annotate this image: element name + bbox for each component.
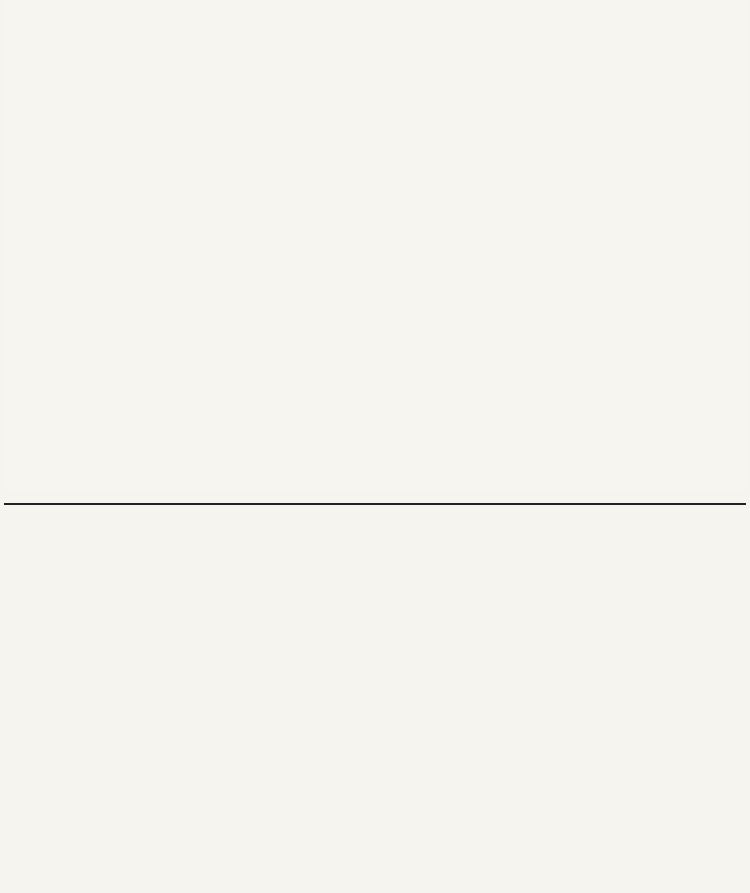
chart-top <box>4 0 748 492</box>
yearly-table <box>4 503 746 505</box>
